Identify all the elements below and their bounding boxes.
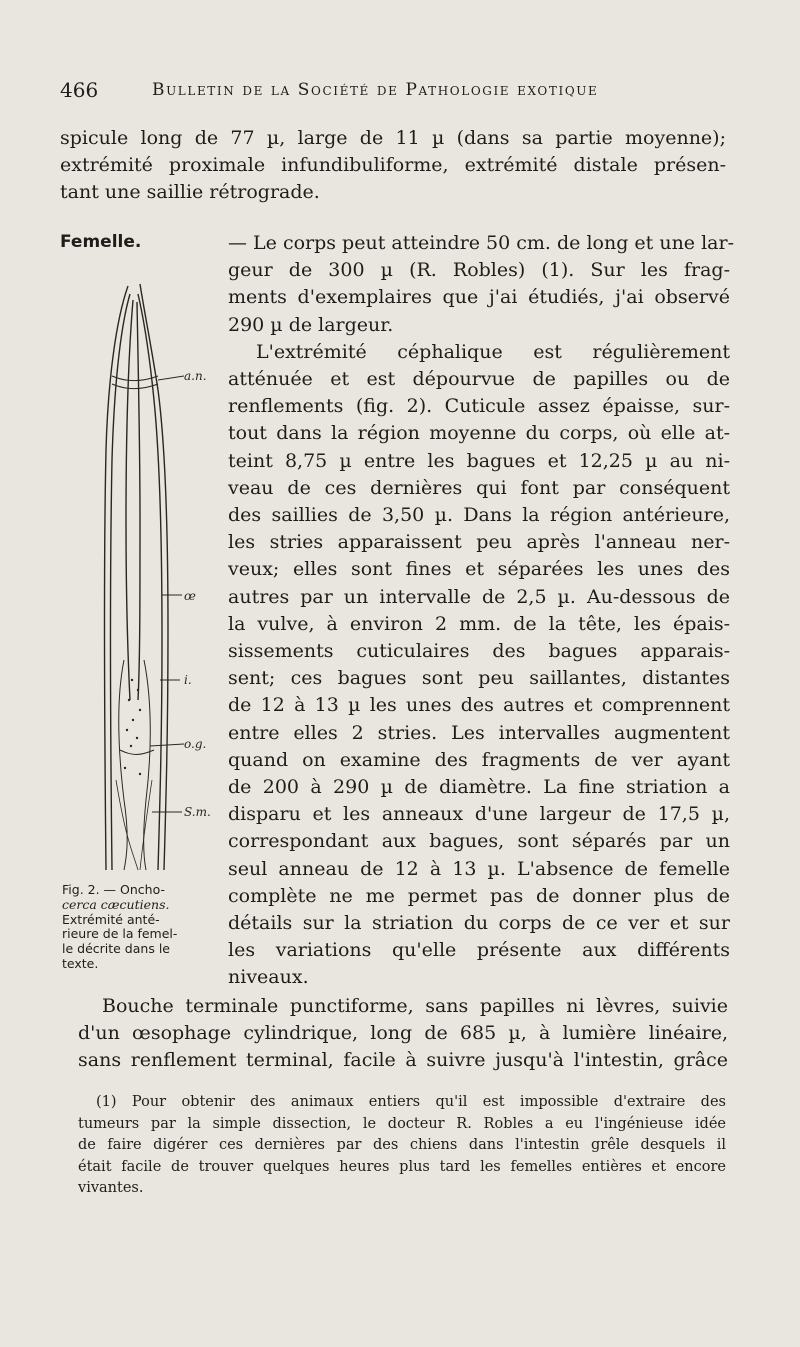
esophagus-line: [126, 300, 133, 700]
footnote-line: tumeurs par la simple dissection, le docteur R. Robles a eu l'ingénieuse idée: [78, 1115, 726, 1132]
text-line: extrémité proximale infundibuliforme, extrémité distale présen-: [60, 154, 726, 177]
text-line: sissements cuticulaires des bagues apparais-: [228, 640, 730, 663]
worm-drawing: [80, 280, 230, 880]
text-line: correspondant aux bagues, sont séparés par un: [228, 830, 730, 853]
text-line: atténuée et est dépourvue de papilles ou de: [228, 368, 730, 391]
caption-line: cerca cæcutiens.: [62, 896, 170, 912]
label-orifice-genital: o.g.: [184, 737, 207, 751]
text-line: L'extrémité céphalique est régulièrement: [256, 340, 730, 363]
text-line: renflements (fig. 2). Cuticule assez épaisse, sur-: [228, 395, 730, 418]
label-anneau-nerveux: a.n.: [184, 369, 207, 383]
text-line: niveaux.: [228, 966, 309, 989]
text-line: de 12 à 13 µ les unes des autres et comprennent: [228, 694, 730, 717]
text-line: les variations qu'elle présente aux différents: [228, 939, 730, 962]
text-line: de 200 à 290 µ de diamètre. La fine striation a: [228, 776, 730, 799]
intro-paragraph: [60, 125, 726, 207]
footnote-line: (1) Pour obtenir des animaux entiers qu'il est impossible d'extraire des: [96, 1094, 726, 1110]
text-line: 290 µ de largeur.: [228, 313, 394, 336]
caption-line: rieure de la femel-: [62, 926, 178, 942]
text-line: les stries apparaissent peu après l'anneau ner-: [228, 531, 730, 554]
caption-line: le décrite dans le: [62, 941, 170, 957]
text-line: la vulve, à environ 2 mm. de la tête, les épais-: [228, 612, 730, 635]
text-line: disparu et les anneaux d'une largeur de 17,5 µ,: [228, 803, 730, 826]
bouche-paragraph: [78, 993, 728, 1075]
body-outline-right: [140, 284, 168, 870]
running-header: [60, 78, 740, 108]
text-line: tant une saillie rétrograde.: [60, 181, 320, 204]
page-number: 466: [60, 78, 99, 102]
text-line: détails sur la striation du corps de ce ver et sur: [228, 912, 730, 935]
section-label: Femelle.: [60, 232, 142, 252]
text-line: entre elles 2 stries. Les intervalles augmentent: [228, 721, 730, 744]
label-intestin: i.: [184, 673, 192, 687]
text-line: teint 8,75 µ entre les bagues et 12,25 µ au ni-: [228, 449, 730, 472]
text-line: ments d'exemplaires que j'ai étudiés, j'ai observé: [228, 286, 730, 309]
text-line: — Le corps peut atteindre 50 cm. de long et une lar-: [228, 232, 734, 254]
text-line: complète ne me permet pas de donner plus de: [228, 884, 730, 907]
label-oesophage: œ: [184, 589, 196, 603]
text-line: spicule long de 77 µ, large de 11 µ (dans sa partie moyenne);: [60, 127, 726, 149]
label-s-m: S.m.: [184, 805, 211, 819]
text-line: quand on examine des fragments de ver ayant: [228, 748, 730, 771]
text-line: Bouche terminale punctiforme, sans papilles ni lèvres, suivie: [102, 995, 728, 1017]
footnote-line: de faire digérer ces dernières par des chiens dans l'intestin grêle desquels il: [78, 1137, 726, 1153]
text-line: autres par un intervalle de 2,5 µ. Au-dessous de: [228, 585, 730, 608]
footnote: [78, 1092, 726, 1200]
text-line: sent; ces bagues sont peu saillantes, distantes: [228, 667, 730, 690]
text-line: geur de 300 µ (R. Robles) (1). Sur les frag-: [228, 259, 730, 282]
text-line: des saillies de 3,50 µ. Dans la région antérieure,: [228, 504, 730, 527]
caption-line: Extrémité anté-: [62, 911, 160, 927]
running-title: Bulletin de la Société de Pathologie exotique: [152, 80, 599, 100]
text-line: seul anneau de 12 à 13 µ. L'absence de femelle: [228, 857, 730, 880]
caption-line: texte.: [62, 955, 99, 971]
body-column: [228, 230, 734, 992]
text-line: sans renflement terminal, facile à suivre jusqu'à l'intestin, grâce: [78, 1049, 728, 1072]
text-line: tout dans la région moyenne du corps, où elle at-: [228, 422, 730, 445]
text-line: veau de ces dernières qui font par conséquent: [228, 476, 730, 499]
figure-onchocerca-anterior: [80, 280, 230, 880]
footnote-line: était facile de trouver quelques heures plus tard les femelles entières et encore: [78, 1158, 726, 1175]
figure-caption: [62, 883, 222, 972]
footnote-line: vivantes.: [78, 1180, 144, 1196]
caption-line: Fig. 2. — Oncho-: [62, 882, 165, 897]
text-line: d'un œsophage cylindrique, long de 685 µ, à lumière linéaire,: [78, 1022, 728, 1045]
text-line: veux; elles sont fines et séparées les unes des: [228, 558, 730, 581]
